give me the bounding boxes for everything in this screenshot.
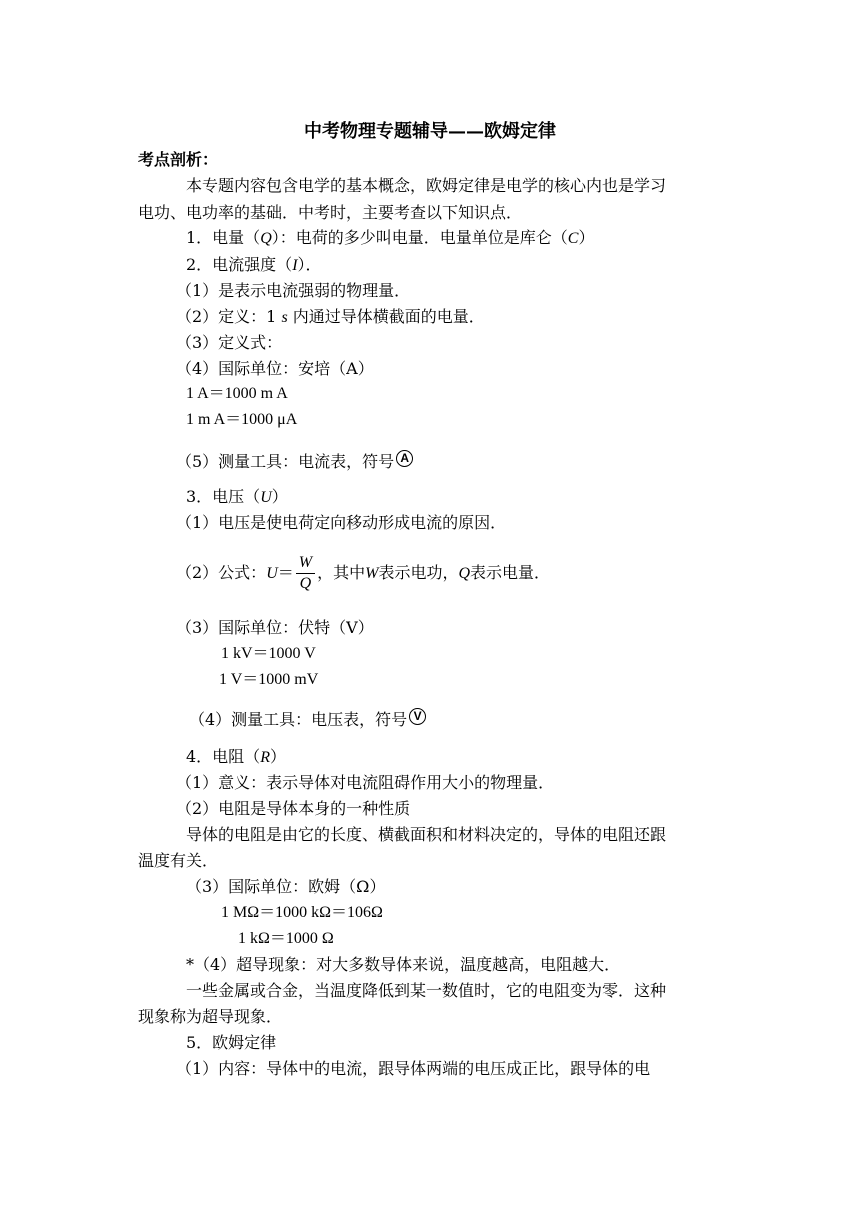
resistance-paragraph-1: 导体的电阻是由它的长度、横截面积和材料决定的，导体的电阻还跟 [186,825,667,844]
superconductivity-paragraph-1: 一些金属或合金，当温度降低到某一数值时，它的电阻变为零．这种 [186,981,667,1000]
voltage-conversion-2: 1 V＝1000 mV [219,671,319,688]
superconductivity-paragraph-2: 现象称为超导现象． [138,1007,283,1026]
item-resistance: 4．电阻（R） [186,747,286,766]
current-instrument: （5）测量工具：电流表，符号 A [176,452,413,472]
item-voltage: 3．电压（U） [186,487,288,506]
item-charge: 1．电量（Q）：电荷的多少叫电量．电量单位是库仑（C） [186,228,595,247]
current-meaning: （1）是表示电流强弱的物理量． [176,281,411,300]
resistance-conversion-2: 1 kΩ＝1000 Ω [238,930,334,947]
current-conversion-2: 1 m A＝1000 μA [186,411,298,428]
item-current: 2．电流强度（I）． [186,255,322,274]
current-unit: （4）国际单位：安培（A） [176,359,374,378]
item-ohms-law: 5．欧姆定律 [186,1033,277,1052]
voltage-formula: （2）公式：U＝ $\frac{W}{Q}$ ，其中W表示电功，Q表示电量． [176,554,551,592]
voltage-conversion-1: 1 kV＝1000 V [221,645,316,662]
voltage-instrument: （4）测量工具：电压表，符号 V [189,710,426,730]
intro-line-2: 电功、电功率的基础．中考时，主要考查以下知识点． [138,203,523,222]
voltmeter-icon: V [409,708,426,725]
superconductivity-heading: *（4）超导现象：对大多数导体来说，温度越高，电阻越大． [186,955,621,974]
resistance-property: （2）电阻是导体本身的一种性质 [176,799,411,818]
current-definition: （2）定义：1 s 内通过导体横截面的电量． [176,307,485,326]
voltage-meaning: （1）电压是使电荷定向移动形成电流的原因． [176,513,507,532]
ammeter-icon: A [396,450,413,467]
formula-fraction: $\frac{W}{Q}$ [296,553,315,594]
current-conversion-1: 1 A＝1000 m A [186,385,288,402]
resistance-conversion-1: 1 MΩ＝1000 kΩ＝106Ω [221,904,383,921]
intro-line-1: 本专题内容包含电学的基本概念，欧姆定律是电学的核心内也是学习 [186,176,667,195]
resistance-unit: （3）国际单位：欧姆（Ω） [186,877,386,896]
section-heading: 考点剖析： [138,150,219,169]
resistance-paragraph-2: 温度有关． [138,851,219,870]
ohms-law-content: （1）内容：导体中的电流，跟导体两端的电压成正比，跟导体的电 [176,1059,651,1078]
voltage-unit: （3）国际单位：伏特（V） [176,618,374,637]
current-formula-label: （3）定义式： [176,333,283,352]
page-title: 中考物理专题辅导——欧姆定律 [304,121,556,142]
resistance-meaning: （1）意义：表示导体对电流阻碍作用大小的物理量． [176,773,555,792]
